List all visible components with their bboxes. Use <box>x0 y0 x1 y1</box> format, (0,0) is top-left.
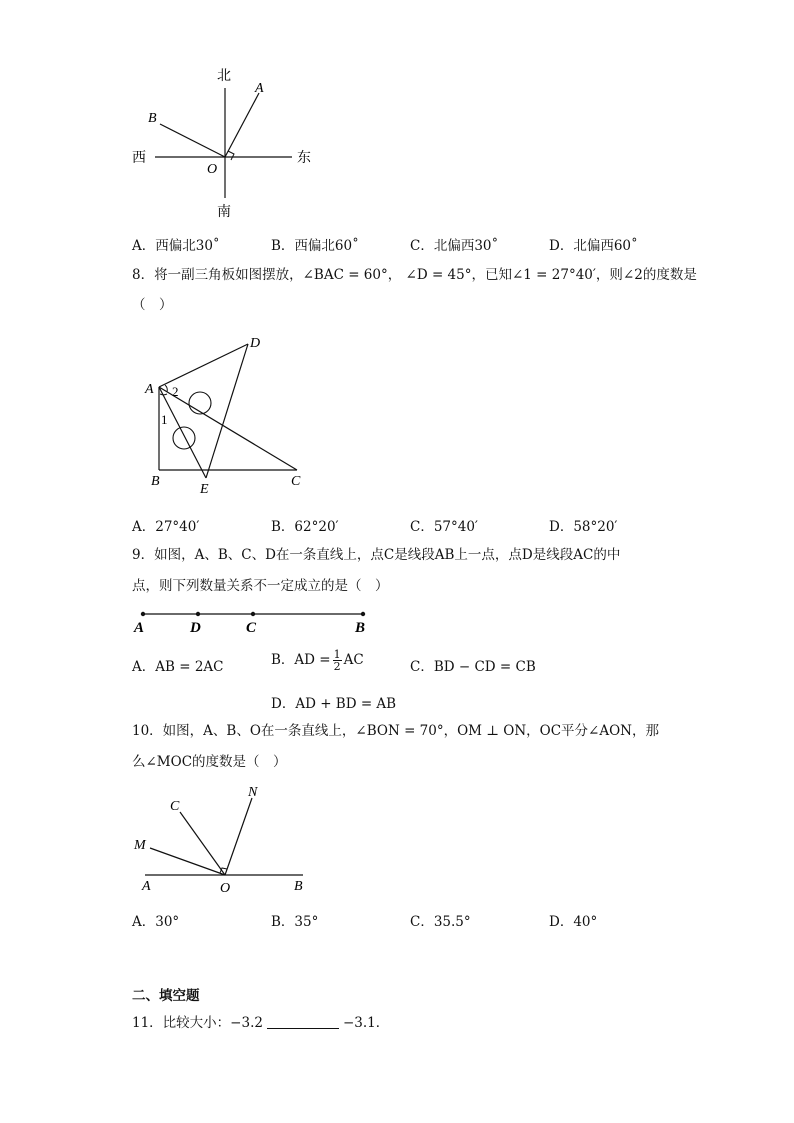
q9-option-d: D．AD + BD = AB <box>271 696 397 712</box>
label-A: A <box>255 81 264 96</box>
ray-OA <box>225 93 259 157</box>
svg-text:C: C <box>291 474 301 489</box>
q8-option-c: C．57°40′ <box>410 519 479 535</box>
label-O: O <box>207 162 218 177</box>
q10-stem-line2: 么∠MOC的度数是（ ） <box>132 754 287 770</box>
q8-stem-line2: （ ） <box>132 297 173 313</box>
label-north: 北 <box>217 69 231 84</box>
q10-option-d: D．40° <box>549 914 598 930</box>
right-angle-mark <box>228 151 234 160</box>
q9-option-a: A．AB = 2AC <box>132 659 224 675</box>
q10-stem-line1: 10．如图，A、B、O在一条直线上，∠BON = 70°，OM ⊥ ON，OC平分∠AON，那 <box>132 723 659 739</box>
svg-text:2: 2 <box>172 384 179 399</box>
svg-text:M: M <box>134 838 146 853</box>
label-west: 西 <box>132 151 146 166</box>
svg-text:B: B <box>151 474 160 489</box>
q7-option-b: B．西偏北60˚ <box>271 238 359 254</box>
q8-option-d: D．58°20′ <box>549 519 618 535</box>
svg-text:B: B <box>355 620 366 636</box>
q7-compass-figure <box>120 60 340 230</box>
q7-option-d: D．北偏西60˚ <box>549 238 638 254</box>
q9-option-b: B．AD = $\frac{1}{2}$ AC <box>271 648 364 673</box>
q7-option-a: A．西偏北30˚ <box>132 238 220 254</box>
section-heading: 二、填空题 <box>132 988 200 1004</box>
q9-stem-line1: 9．如图，A、B、C、D在一条直线上，点C是线段AB上一点，点D是线段AC的中 <box>132 547 621 563</box>
svg-text:O: O <box>220 881 231 896</box>
svg-text:N: N <box>248 785 258 800</box>
svg-text:D: D <box>190 620 201 636</box>
svg-text:E: E <box>200 482 209 497</box>
q10-option-a: A．30° <box>132 914 180 930</box>
q10-angle-figure <box>128 780 328 900</box>
q8-stem-line1: 8．将一副三角板如图摆放，∠BAC = 60°， ∠D = 45°，已知∠1 = 27°40′，则∠2的度数是 <box>132 267 697 283</box>
svg-text:C: C <box>170 799 180 814</box>
q8-option-a: A．27°40′ <box>132 519 200 535</box>
ray-OB <box>160 124 225 157</box>
q9-option-c: C．BD − CD = CB <box>410 659 536 675</box>
svg-text:A: A <box>142 879 151 894</box>
q8-option-b: B．62°20′ <box>271 519 339 535</box>
q9-segment-figure <box>128 604 378 640</box>
q9-stem-line2: 点，则下列数量关系不一定成立的是（ ） <box>132 578 389 594</box>
q11-stem: 11．比较大小：−3.2 −3.1． <box>132 1015 390 1031</box>
svg-text:C: C <box>246 620 257 636</box>
label-east: 东 <box>297 151 311 166</box>
svg-text:A: A <box>145 382 154 397</box>
answer-blank[interactable] <box>267 1015 339 1029</box>
q10-option-b: B．35° <box>271 914 319 930</box>
q8-triangle-figure <box>140 330 320 500</box>
svg-text:D: D <box>250 336 261 351</box>
label-B: B <box>148 111 157 126</box>
svg-text:1: 1 <box>161 412 168 427</box>
q10-option-c: C．35.5° <box>410 914 471 930</box>
svg-text:B: B <box>294 879 303 894</box>
svg-text:A: A <box>134 620 145 636</box>
label-south: 南 <box>217 205 231 220</box>
q7-option-c: C．北偏西30˚ <box>410 238 499 254</box>
